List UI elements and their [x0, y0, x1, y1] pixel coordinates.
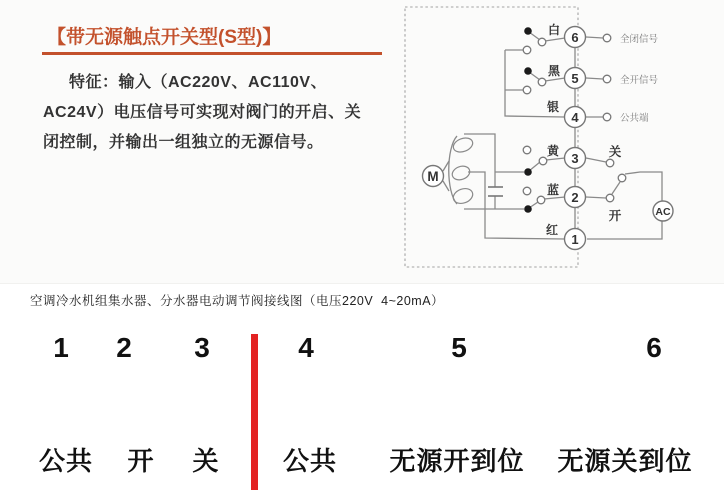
terminal-4-number: 4 — [571, 110, 579, 125]
wire-label-black: 黑 — [547, 64, 561, 78]
terminal-3-number: 3 — [571, 151, 579, 166]
terminal-number-5: 5 — [451, 332, 467, 363]
terminal-label-1: 公共 — [38, 446, 94, 476]
terminal-label-3: 关 — [192, 446, 220, 476]
switch-label-close: 关 — [608, 145, 622, 159]
signal-label-full-open: 全开信号 — [620, 75, 659, 86]
closed-contact-dot — [524, 168, 532, 176]
wire-label-blue: 蓝 — [546, 183, 560, 197]
wire-label-yellow: 黄 — [546, 144, 560, 158]
motor-label: M — [427, 169, 439, 184]
signal-label-full-close: 全闭信号 — [620, 34, 659, 45]
wire-label-red: 红 — [545, 223, 559, 237]
closed-contact-dot — [524, 67, 532, 75]
closed-contact-dot — [524, 27, 532, 35]
terminal-number-4: 4 — [298, 332, 314, 363]
feature-title: 【带无源触点开关型(S型)】 — [47, 27, 282, 48]
motor-winding — [450, 135, 474, 206]
terminal-number-1: 1 — [53, 332, 69, 363]
diagram-caption: 空调冷水机组集水器、分水器电动调节阀接线图（电压220V 4~20mA） — [30, 294, 445, 308]
closed-contact-dot — [524, 205, 532, 213]
terminal-1-number: 1 — [571, 232, 579, 247]
wire-label-silver: 银 — [546, 100, 560, 114]
wire-colour-labels — [546, 22, 561, 237]
feature-description: 特征：输入（AC220V、AC110V、AC24V）电压信号可实现对阀门的开启、关闭控制，并输出一组独立的无源信号。 — [43, 74, 362, 151]
terminal-label-2: 开 — [127, 446, 155, 476]
ac-source-label: AC — [655, 206, 671, 218]
terminal-label-4: 公共 — [282, 446, 338, 476]
terminal-6-number: 6 — [571, 30, 579, 45]
terminal-2-number: 2 — [571, 190, 579, 205]
wire-label-white: 白 — [547, 23, 561, 37]
capacitor — [488, 187, 503, 196]
switch-label-open: 开 — [608, 209, 622, 223]
red-divider — [251, 334, 258, 490]
terminal-label-6: 无源关到位 — [557, 446, 693, 476]
terminal-number-6: 6 — [646, 332, 662, 363]
terminal-5-number: 5 — [571, 71, 579, 86]
signal-label-common: 公共端 — [620, 113, 649, 124]
signal-labels — [609, 33, 659, 223]
terminal-number-2: 2 — [116, 332, 132, 363]
terminal-label-5: 无源开到位 — [389, 446, 525, 476]
terminal-number-3: 3 — [194, 332, 210, 363]
